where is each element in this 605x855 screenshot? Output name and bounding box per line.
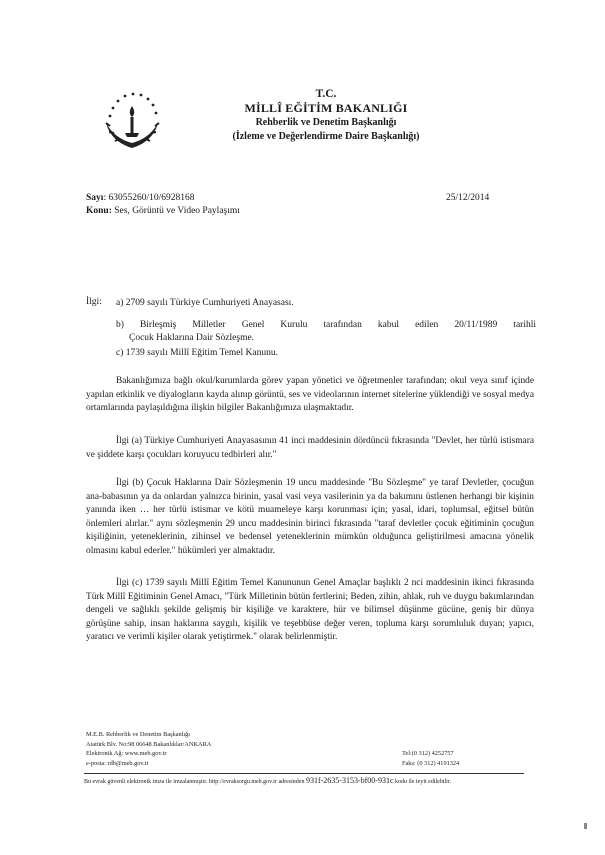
footer-divider bbox=[84, 773, 524, 774]
ilgi-item-b: b) Birleşmiş Milletler Genel Kurulu tarafından kabul edilen 20/11/1989 tarihli bbox=[116, 320, 536, 330]
footer-line: e-posta: rdb@meb.gov.tr bbox=[86, 759, 149, 767]
sayi-value: : 63055260/10/6928168 bbox=[103, 193, 195, 203]
konu-label: Konu: bbox=[86, 206, 112, 216]
ilgi-label: İlgi: bbox=[86, 297, 102, 307]
konu-line bbox=[86, 206, 240, 216]
footer-address bbox=[86, 730, 211, 768]
ilgi-item-c: c) 1739 sayılı Millî Eğitim Temel Kanunu. bbox=[116, 348, 278, 358]
konu-value: Ses, Görüntü ve Video Paylaşımı bbox=[111, 206, 240, 216]
page-mark bbox=[584, 823, 587, 829]
paragraph-2: İlgi (a) Türkiye Cumhuriyeti Anayasasının 41 inci maddesinin dördüncü fıkrasında "Devlet, her türlü istismara ve şiddete karşı çocukları koruyucu tedbirleri alır." bbox=[86, 436, 534, 460]
footer-fax: Faks: (0 312) 4191324 bbox=[402, 759, 460, 767]
footer-line: Elektronik Ağ: www.meb.gov.tr bbox=[86, 750, 167, 757]
header-ministry: MİLLÎ EĞİTİM BAKANLIĞI bbox=[244, 101, 408, 115]
ilgi-item-b-cont: Çocuk Haklarına Dair Sözleşme. bbox=[129, 333, 255, 343]
header-department: Rehberlik ve Denetim Başkanlığı bbox=[255, 117, 397, 128]
footer-phone: Tel:(0 312) 4252757 bbox=[402, 750, 454, 757]
header-subdepartment: (İzleme ve Değerlendirme Daire Başkanlığı) bbox=[232, 131, 420, 142]
header-tc: T.C. bbox=[315, 88, 337, 100]
paragraph-4: İlgi (c) 1739 sayılı Millî Eğitim Temel Kanununun Genel Amaçlar başlıklı 2 nci maddesinin ikinci fıkrasında Türk Millî Eğitiminin Genel Amacı, "Türk Milletinin bütün fertlerini; Beden, zihin, ahlak, ruh ve duygu bakımlarından dengeli ve sağlıklı şekilde gelişmiş bir kişiliğe ve karaktere, hür ve bilimsel düşünme gücüne, geniş bir dünya görüşüne sahip, insan haklarına saygılı, kişilik ve teşebbüse değer veren, topluma karşı sorumluluk duyan; yapıcı, yaratıcı ve verimli kişiler olarak yetiştirmek." olarak belirlenmiştir. bbox=[86, 578, 534, 642]
paragraph-3: İlgi (b) Çocuk Haklarına Dair Sözleşmenin 19 uncu maddesinde "Bu Sözleşme" ye taraf Devletler, çocuğun ana-babasının ya da onlardan yalnızca birinin, yasal vasi veya vasilerinin ya da bakımını üstlenen herhangi bir kişinin yanında iken … her türlü istismar ve kötü muameleye karşı korunması için; yasal, idari, toplumsal, eğitsel bütün önlemleri alırlar." aynı sözleşmenin 29 uncu maddesinin birinci fıkrasında "taraf devletler çocuk eğitiminin çocuğun kişiliğinin, yeteneklerinin, zihinsel ve bedensel yeteneklerinin mümkün olduğunca geliştirilmesi amacına yönelik olmasını kabul ederler." hükümleri yer almaktadır. bbox=[86, 478, 534, 556]
paragraph-1: Bakanlığımıza bağlı okul/kurumlarda görev yapan yönetici ve öğretmenler tarafından; okul veya sınıf içinde yapılan etkinlik ve diyalogların kayda alınıp görüntü, ses ve videolarının internet sitelerine yüklendiği ve sosyal medya ortamlarında paylaşıldığına ilişkin bilgiler Bakanlığımıza ulaşmaktadır. bbox=[86, 376, 534, 413]
verification-suffix: kodu ile teyit edilebilir. bbox=[393, 779, 451, 785]
sayi-line bbox=[86, 193, 194, 203]
footer-line: Atatürk Blv. No:98 06648 Bakanlıklar/ANKARA bbox=[86, 740, 212, 748]
meb-emblem-icon bbox=[96, 86, 168, 158]
document-date: 25/12/2014 bbox=[446, 193, 490, 203]
sayi-label: Sayı bbox=[86, 193, 104, 203]
ilgi-item-a: a) 2709 sayılı Türkiye Cumhuriyeti Anayasası. bbox=[116, 298, 294, 308]
verification-note bbox=[84, 776, 544, 785]
verification-code: 931f-2635-3153-bf00-931c bbox=[305, 776, 394, 785]
verification-prefix: Bu evrak güvenli elektronik imza ile imzalanmıştır. http://evraksorgu.meb.gov.tr adresinden bbox=[84, 779, 306, 785]
footer-line: M.E.B. Rehberlik ve Denetim Başkanlığı bbox=[86, 731, 191, 738]
footer-contact bbox=[402, 749, 459, 768]
